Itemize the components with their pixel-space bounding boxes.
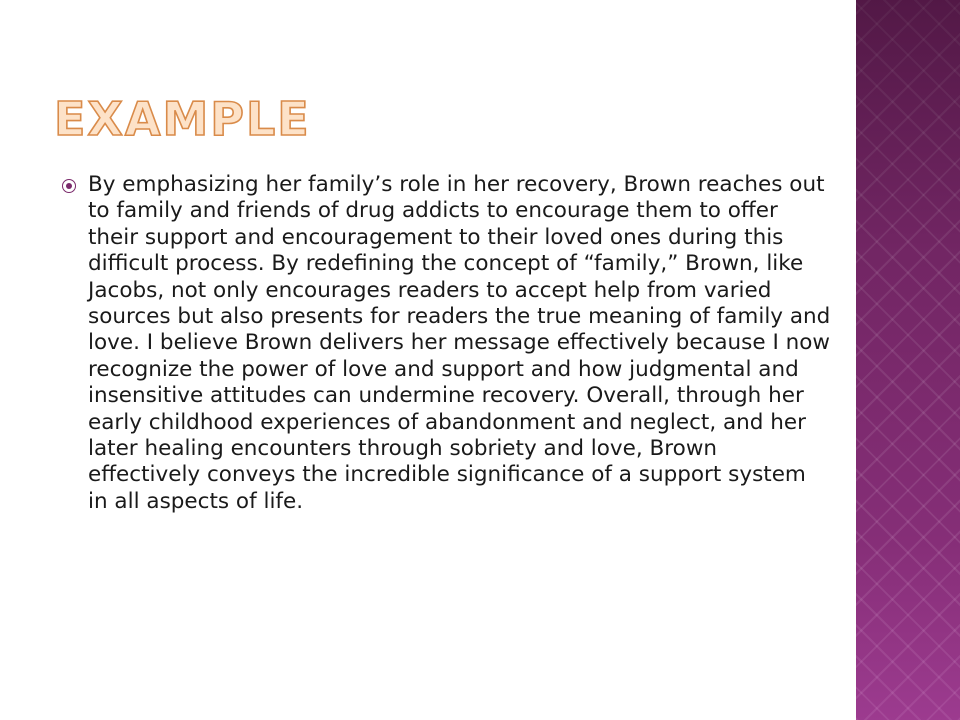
decorative-side-panel	[856, 0, 960, 720]
bullet-item	[62, 172, 832, 515]
bullet-dot	[66, 183, 72, 189]
circle-bullet-icon	[62, 179, 76, 193]
bullet-paragraph: By emphasizing her family’s role in her recovery, Brown reaches out to family and friends of drug addicts to encourage them to offer their support and encouragement to their loved ones during this difficult process. By redefining the concept of “family,” Brown, like Jacobs, not only encourages readers to accept help from varied sources but also presents for readers the true meaning of family and love. I believe Brown delivers her message effectively because I now recognize the power of love and support and how judgmental and insensitive attitudes can undermine recovery. Overall, through her early childhood experiences of abandonment and neglect, and her later healing encounters through sobriety and love, Brown effectively conveys the incredible significance of a support system in all aspects of life.	[88, 172, 831, 514]
slide-title: EXAMPLE	[54, 92, 311, 146]
